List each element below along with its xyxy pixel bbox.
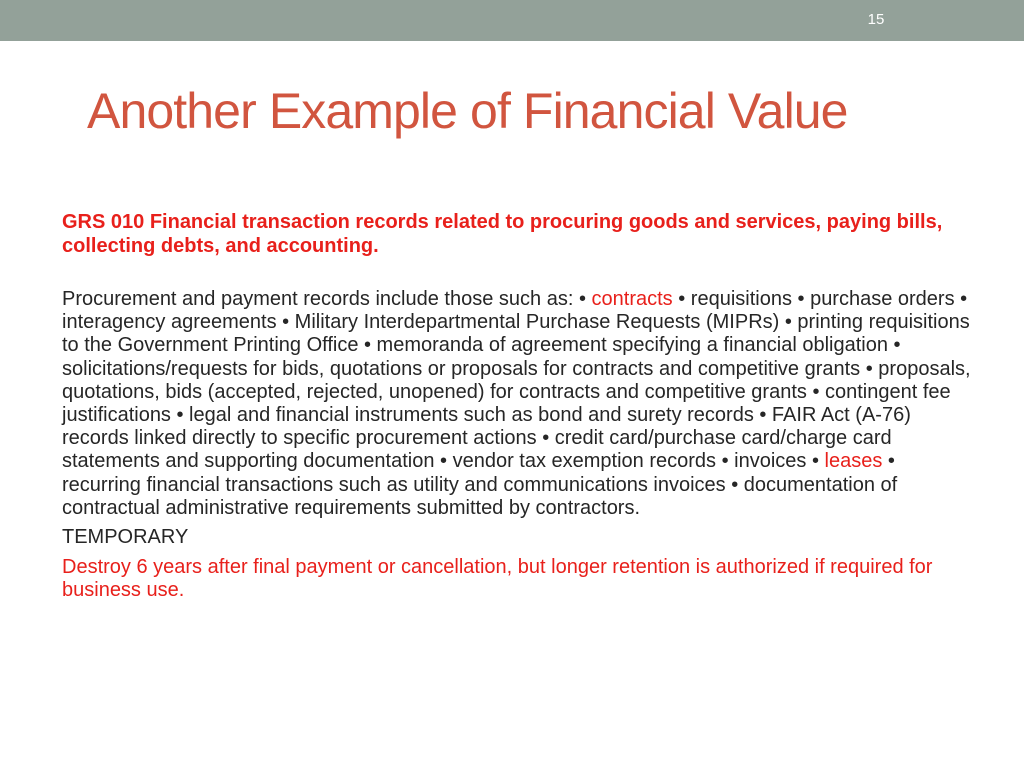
slide-title: Another Example of Financial Value [87, 83, 848, 139]
highlight-contracts: contracts [591, 288, 673, 310]
disposition-instruction: Destroy 6 years after final payment or cancellation, but longer retention is authorized if required for business use. [62, 556, 933, 602]
retention-type: TEMPORARY [62, 526, 189, 549]
highlight-leases: leases [824, 450, 883, 473]
procurement-records-paragraph [62, 288, 972, 520]
body-text-part-3: • recurring financial transactions such as utility and communications invoices • documentation of contractual administrative requirements submitted by contractors. [62, 450, 898, 519]
slide-content [62, 210, 972, 603]
slide-number: 15 [867, 11, 885, 28]
body-text-part-1: Procurement and payment records include those such as: • [62, 288, 592, 310]
header-bar [0, 0, 1024, 41]
body-text-part-2: • requisitions • purchase orders • interagency agreements • Military Interdepartmental Purchase Requests (MIPRs) • printing requisitions to the Government Printing Office • memoranda of agreement specifying a financial obligation • solicitations/requests for bids, quotations or proposals for contracts and competitive grants • proposals, quotations, bids (accepted, rejected, unopened) for contracts and competitive grants • contingent fee justifications • legal and financial instruments such as bond and surety records • FAIR Act (A-76) records linked directly to specific procurement actions • credit card/purchase card/charge card statements and supporting documentation • vendor tax exemption records • invoices • [62, 288, 971, 473]
grs-heading: GRS 010 Financial transaction records related to procuring goods and services, paying bills, collecting debts, and accounting. [62, 211, 943, 257]
